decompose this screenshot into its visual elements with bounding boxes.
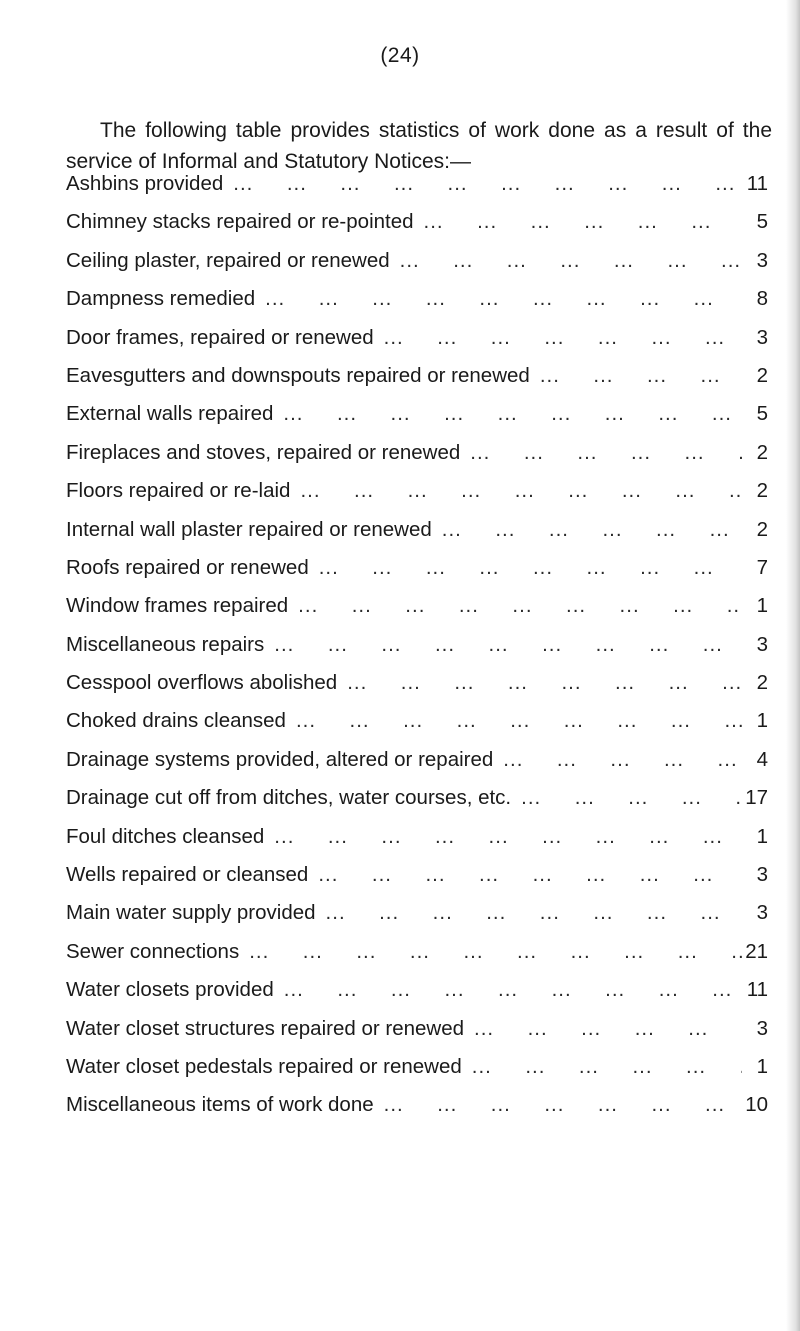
- list-item: [66, 856, 768, 894]
- item-label: Drainage systems provided, altered or repaired: [66, 747, 494, 771]
- item-label: Chimney stacks repaired or re-pointed: [66, 210, 414, 234]
- item-label: Main water supply provided: [66, 901, 316, 925]
- item-value: 2: [756, 440, 768, 464]
- item-value: 5: [756, 210, 768, 234]
- item-label: Cesspool overflows abolished: [66, 671, 338, 695]
- item-value: 7: [756, 555, 768, 579]
- list-item: [66, 818, 768, 856]
- list-item: [66, 395, 768, 433]
- item-label: Miscellaneous repairs: [66, 632, 265, 656]
- item-value: 5: [756, 402, 768, 426]
- list-item: [66, 1048, 768, 1086]
- item-value: 8: [756, 287, 768, 311]
- list-item: [66, 319, 768, 357]
- item-value: 11: [746, 978, 768, 1002]
- list-item: [66, 587, 768, 625]
- item-label: External walls repaired: [66, 402, 274, 426]
- list-item: [66, 549, 768, 587]
- item-label: Internal wall plaster repaired or renewed: [66, 517, 432, 541]
- item-label: Foul ditches cleansed: [66, 824, 265, 848]
- list-item: [66, 165, 768, 203]
- item-value: 2: [756, 517, 768, 541]
- list-item: [66, 664, 768, 702]
- item-label: Eavesgutters and downspouts repaired or renewed: [66, 363, 530, 387]
- item-label: Door frames, repaired or renewed: [66, 325, 374, 349]
- list-item: [66, 971, 768, 1009]
- item-value: 17: [745, 786, 768, 810]
- item-value: 3: [756, 248, 768, 272]
- item-value: 3: [756, 863, 768, 887]
- list-item: [66, 626, 768, 664]
- item-value: 3: [756, 632, 768, 656]
- item-label: Ashbins provided: [66, 172, 224, 195]
- item-label: Choked drains cleansed: [66, 709, 286, 733]
- item-label: Water closet structures repaired or renewed: [66, 1016, 465, 1040]
- item-value: 1: [756, 1054, 768, 1078]
- item-value: 21: [745, 939, 768, 963]
- item-value: 3: [756, 325, 768, 349]
- item-value: 11: [746, 172, 768, 195]
- list-item: [66, 434, 768, 472]
- item-label: Wells repaired or cleansed: [66, 863, 309, 887]
- list-item: [66, 741, 768, 779]
- statistics-list: [66, 165, 768, 1125]
- item-value: 2: [756, 363, 768, 387]
- item-label: Miscellaneous items of work done: [66, 1093, 374, 1117]
- list-item: [66, 357, 768, 395]
- item-label: Sewer connections: [66, 939, 240, 963]
- list-item: [66, 203, 768, 241]
- list-item: [66, 511, 768, 549]
- item-label: Roofs repaired or renewed: [66, 555, 309, 579]
- list-item: [66, 280, 768, 318]
- list-item: [66, 1086, 768, 1124]
- item-label: Window frames repaired: [66, 594, 289, 618]
- item-value: 3: [756, 1016, 768, 1040]
- item-value: 2: [756, 479, 768, 503]
- list-item: [66, 933, 768, 971]
- item-value: 1: [756, 824, 768, 848]
- page-edge-shadow: [786, 0, 800, 1331]
- item-label: Drainage cut off from ditches, water courses, etc.: [66, 786, 512, 810]
- item-label: Floors repaired or re-laid: [66, 479, 291, 503]
- item-label: Fireplaces and stoves, repaired or renewed: [66, 440, 461, 464]
- intro-paragraph: The following table provides statistics of work done as a result of the service of Informal and Statutory Notices:—: [66, 119, 772, 173]
- item-value: 2: [756, 671, 768, 695]
- list-item: [66, 1010, 768, 1048]
- item-value: 3: [756, 901, 768, 925]
- list-item: [66, 702, 768, 740]
- list-item: [66, 472, 768, 510]
- item-label: Dampness remedied: [66, 287, 256, 311]
- item-value: 4: [756, 747, 768, 771]
- list-item: [66, 242, 768, 280]
- list-item: [66, 779, 768, 817]
- list-item: [66, 894, 768, 932]
- item-label: Water closet pedestals repaired or renewed: [66, 1054, 462, 1078]
- item-value: 10: [745, 1093, 768, 1117]
- page-number: (24): [380, 44, 420, 67]
- item-value: 1: [756, 594, 768, 618]
- item-label: Water closets provided: [66, 978, 274, 1002]
- item-label: Ceiling plaster, repaired or renewed: [66, 248, 390, 272]
- item-value: 1: [756, 709, 768, 733]
